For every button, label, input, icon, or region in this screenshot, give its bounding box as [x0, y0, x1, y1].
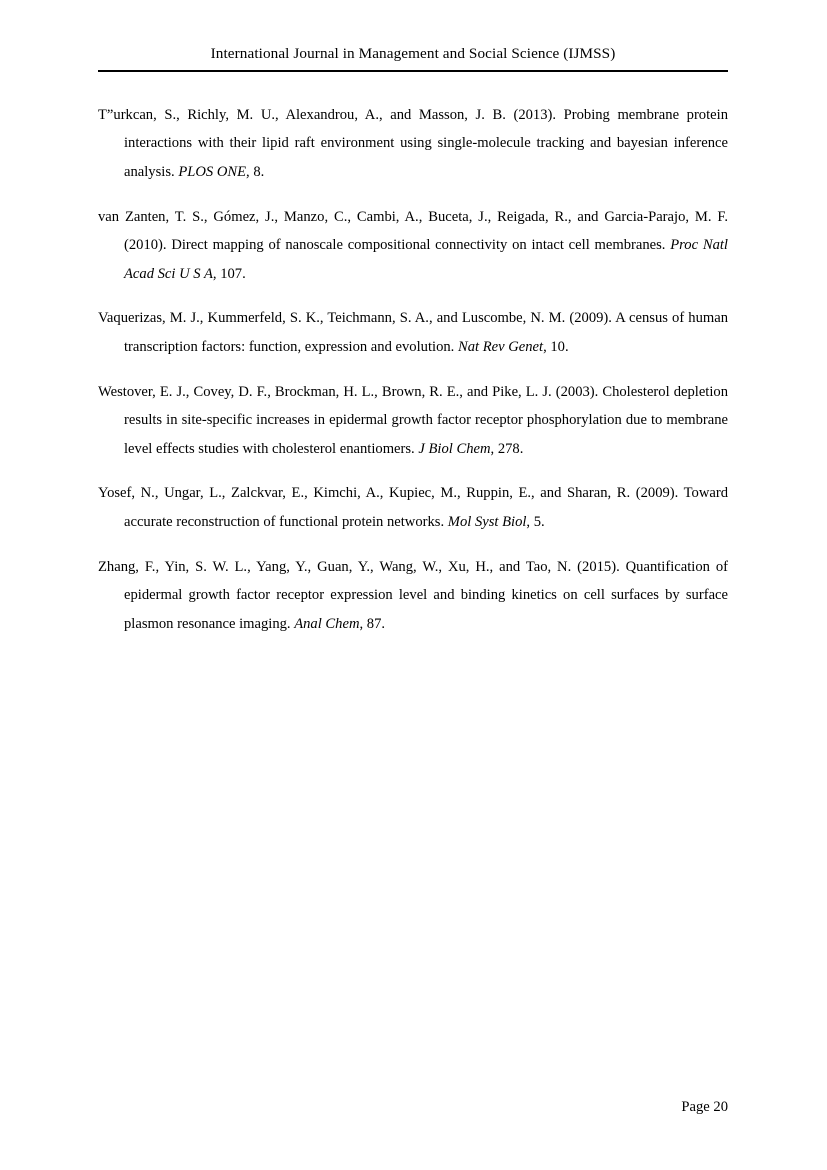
journal-title: International Journal in Management and Social Science (IJMSS) [210, 45, 616, 62]
reference-entry [98, 304, 728, 361]
reference-entry [98, 378, 728, 463]
reference-authors-year-title: T”urkcan, S., Richly, M. U., Alexandrou, A., and Masson, J. B. (2013). Probing membrane protein interactions with their lipid raft environment using single-molecule tracking and bayesian inference analysis. [98, 107, 728, 180]
reference-journal: J Biol Chem [418, 440, 491, 457]
running-head [98, 44, 728, 64]
reference-volume: , 278. [490, 440, 524, 457]
reference-volume: , 107. [212, 265, 246, 282]
reference-journal: PLOS ONE [178, 163, 247, 180]
page-number: Page 20 [681, 1099, 728, 1115]
reference-entry [98, 479, 728, 536]
reference-volume: , 5. [526, 513, 545, 530]
reference-volume: , 87. [359, 615, 386, 632]
header-rule [98, 70, 728, 72]
page-footer [98, 1097, 728, 1117]
reference-authors-year-title: Yosef, N., Ungar, L., Zalckvar, E., Kimchi, A., Kupiec, M., Ruppin, E., and Sharan, R. (2009). Toward accurate reconstruction of functional protein networks. [98, 485, 728, 530]
reference-journal: Proc Natl Acad Sci U S A [124, 237, 728, 282]
reference-authors-year-title: van Zanten, T. S., Gómez, J., Manzo, C., Cambi, A., Buceta, J., Reigada, R., and Garcia-Parajo, M. F. (2010). Direct mapping of nanoscale compositional connectivity on intact cell membranes. [98, 208, 728, 254]
reference-authors-year-title: Zhang, F., Yin, S. W. L., Yang, Y., Guan, Y., Wang, W., Xu, H., and Tao, N. (2015). Quantification of epidermal growth factor receptor expression level and binding kinetics on cell surfaces by surface plasmon resonance imaging. [98, 558, 728, 632]
reference-entry [98, 101, 728, 186]
reference-authors-year-title: Vaquerizas, M. J., Kummerfeld, S. K., Teichmann, S. A., and Luscombe, N. M. (2009). A census of human transcription factors: function, expression and evolution. [98, 310, 728, 355]
reference-authors-year-title: Westover, E. J., Covey, D. F., Brockman, H. L., Brown, R. E., and Pike, L. J. (2003). Cholesterol depletion results in site-specific increases in epidermal growth factor receptor phosphorylation due to membrane level effects studies with cholesterol enantiomers. [98, 383, 728, 457]
reference-entry [98, 203, 728, 288]
reference-journal: Anal Chem [294, 615, 360, 632]
reference-journal: Mol Syst Biol [447, 513, 527, 530]
reference-volume: , 10. [543, 338, 569, 355]
reference-entry [98, 553, 728, 638]
reference-volume: , 8. [246, 163, 265, 180]
bibliography-list [98, 101, 728, 638]
reference-journal: Nat Rev Genet [457, 338, 544, 355]
